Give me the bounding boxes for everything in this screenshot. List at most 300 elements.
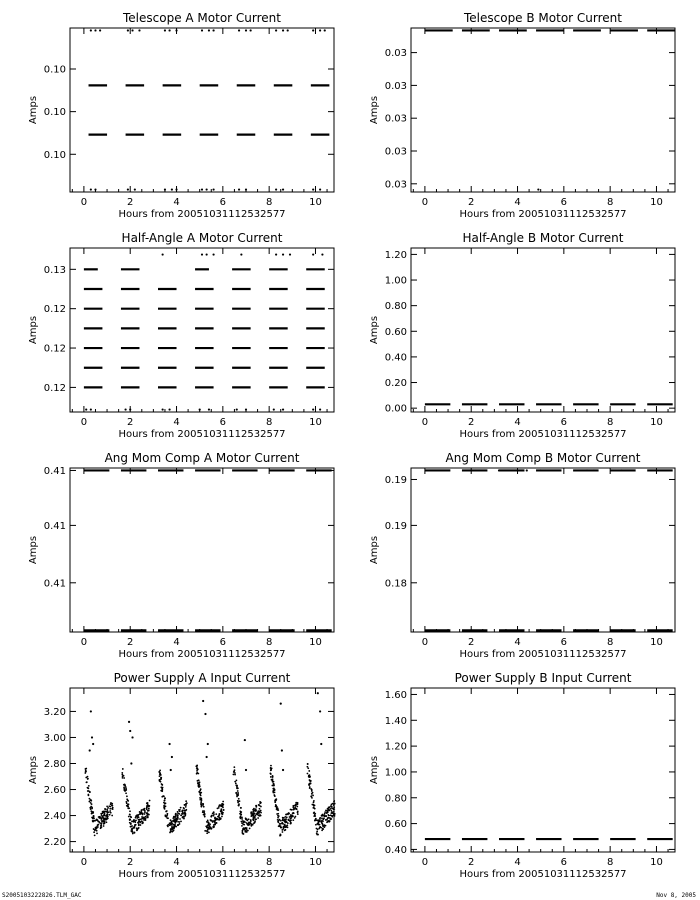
data-point [258, 804, 260, 806]
x-axis-label: Hours from 20051031112532577 [459, 209, 627, 220]
data-point [200, 795, 202, 797]
data-point [240, 253, 242, 255]
data-point [235, 783, 237, 785]
data-point [213, 826, 215, 828]
chart-panel-7 [28, 671, 336, 880]
data-point [243, 824, 245, 826]
data-point [537, 188, 539, 190]
data-point [313, 801, 315, 803]
data-point [212, 29, 214, 31]
x-tick-label: 10 [309, 197, 322, 208]
data-point [136, 814, 138, 816]
data-point [87, 794, 89, 796]
data-point [183, 808, 185, 810]
data-point [178, 809, 180, 811]
x-tick-label: 6 [219, 637, 227, 648]
data-point [242, 833, 244, 835]
data-point [180, 820, 182, 822]
data-point [332, 812, 334, 814]
data-point [314, 808, 316, 810]
series-outliers-low [85, 408, 321, 410]
data-point [201, 188, 203, 190]
x-tick-label: 8 [606, 637, 614, 648]
chart-panel-2 [369, 11, 675, 220]
data-point [208, 408, 210, 410]
y-tick-label: 3.00 [43, 732, 66, 744]
data-point [312, 408, 314, 410]
data-point [87, 787, 89, 789]
data-point [327, 808, 329, 810]
data-point [158, 771, 160, 773]
data-point [327, 821, 329, 823]
data-point [276, 809, 278, 811]
data-point [91, 803, 93, 805]
y-tick-label: 0.03 [384, 48, 407, 60]
data-point [144, 808, 146, 810]
series-outliers-low [537, 188, 539, 190]
data-point [112, 808, 114, 810]
data-point [275, 253, 277, 255]
data-point [255, 810, 257, 812]
data-point [280, 827, 282, 829]
data-point [161, 790, 163, 792]
y-tick-label: 0.40 [384, 352, 407, 364]
data-point [297, 802, 299, 804]
data-point [135, 819, 137, 821]
data-point [221, 816, 223, 818]
series-outliers-high [162, 253, 324, 255]
data-point [138, 821, 140, 823]
data-point [220, 809, 222, 811]
data-point [146, 812, 148, 814]
x-tick-label: 8 [606, 417, 614, 428]
data-point [236, 780, 238, 782]
data-point [240, 817, 242, 819]
data-point [143, 817, 145, 819]
data-point [249, 828, 251, 830]
x-tick-label: 10 [309, 417, 322, 428]
data-point [277, 817, 279, 819]
data-point [250, 825, 252, 827]
data-point [139, 819, 141, 821]
data-point [222, 813, 224, 815]
data-point [236, 787, 238, 789]
data-point [526, 469, 528, 471]
data-point [254, 819, 256, 821]
data-point [109, 814, 111, 816]
data-point [106, 812, 108, 814]
x-tick-label: 2 [127, 197, 134, 208]
data-point [201, 799, 203, 801]
data-point [140, 821, 142, 823]
data-point [284, 822, 286, 824]
data-point [316, 831, 318, 833]
y-axis-label: Amps [369, 95, 380, 125]
data-point [121, 774, 123, 776]
data-point [127, 29, 129, 31]
data-point [162, 253, 164, 255]
data-point [90, 800, 92, 802]
data-point [159, 780, 161, 782]
data-point [309, 786, 311, 788]
data-point [294, 808, 296, 810]
data-point [91, 807, 93, 809]
data-point [145, 818, 147, 820]
data-point [164, 29, 166, 31]
footer-filename: S2005103222826.TLM_GAC [2, 892, 82, 899]
data-point [162, 408, 164, 410]
y-tick-label: 0.12 [43, 343, 66, 355]
x-tick-label: 6 [560, 637, 568, 648]
data-point [181, 813, 183, 815]
data-point [164, 188, 166, 190]
data-point [282, 817, 284, 819]
data-point [327, 817, 329, 819]
data-point [319, 710, 321, 712]
y-tick-label: 2.40 [43, 811, 66, 823]
data-point [89, 791, 91, 793]
data-point [297, 812, 299, 814]
y-tick-label: 0.00 [384, 403, 407, 415]
y-axis-label: Amps [369, 535, 380, 565]
data-point [315, 818, 317, 820]
data-point [198, 783, 200, 785]
data-point [212, 253, 214, 255]
y-tick-label: 0.03 [384, 80, 407, 92]
data-point [257, 817, 259, 819]
data-point [315, 824, 317, 826]
data-point [282, 253, 284, 255]
data-point [171, 831, 173, 833]
x-tick-label: 8 [606, 197, 614, 208]
data-point [237, 794, 239, 796]
data-point [272, 784, 274, 786]
y-tick-label: 0.18 [384, 578, 407, 590]
data-point [287, 29, 289, 31]
data-point [310, 782, 312, 784]
x-tick-label: 2 [468, 197, 475, 208]
data-point [206, 188, 208, 190]
data-point [233, 766, 235, 768]
data-point [111, 805, 113, 807]
x-axis-label: Hours from 20051031112532577 [118, 429, 286, 440]
data-point [86, 781, 88, 783]
data-point [95, 826, 97, 828]
data-point [97, 821, 99, 823]
data-point [278, 821, 280, 823]
y-axis-label: Amps [369, 755, 380, 785]
y-tick-label: 0.60 [384, 819, 407, 831]
series-dash-levels [84, 289, 325, 387]
data-point [326, 811, 328, 813]
data-point [111, 815, 113, 817]
data-point [169, 822, 171, 824]
data-point [104, 813, 106, 815]
data-point [203, 810, 205, 812]
data-point [220, 805, 222, 807]
data-point [164, 800, 166, 802]
data-point [271, 779, 273, 781]
x-tick-label: 4 [173, 417, 180, 428]
data-point [312, 795, 314, 797]
data-point [185, 809, 187, 811]
data-point [131, 829, 133, 831]
data-point [127, 804, 129, 806]
data-point [133, 827, 135, 829]
data-point [125, 792, 127, 794]
data-point [323, 817, 325, 819]
y-tick-label: 0.19 [384, 474, 407, 486]
y-axis-label: Amps [28, 535, 39, 565]
y-tick-label: 0.41 [43, 520, 66, 532]
data-point [206, 756, 208, 758]
data-point [206, 827, 208, 829]
x-tick-label: 2 [468, 417, 475, 428]
data-point [333, 814, 335, 816]
data-point [104, 810, 106, 812]
data-point [213, 811, 215, 813]
footer-date: Nov 8, 2005 [656, 892, 696, 899]
data-point [127, 188, 129, 190]
data-point [273, 408, 275, 410]
data-point [204, 816, 206, 818]
data-point [141, 818, 143, 820]
data-point [105, 818, 107, 820]
data-point [238, 805, 240, 807]
data-point [217, 808, 219, 810]
chart-title: Ang Mom Comp B Motor Current [445, 451, 641, 465]
y-tick-label: 1.60 [384, 689, 407, 701]
y-tick-label: 0.80 [384, 301, 407, 313]
data-point [232, 774, 234, 776]
data-point [142, 821, 144, 823]
data-point [168, 408, 170, 410]
data-point [125, 789, 127, 791]
y-tick-label: 0.03 [384, 146, 407, 158]
data-point [127, 800, 129, 802]
data-point [253, 810, 255, 812]
data-point [245, 769, 247, 771]
y-axis-label: Amps [28, 755, 39, 785]
data-point [241, 818, 243, 820]
data-point [327, 814, 329, 816]
data-point [290, 822, 292, 824]
data-point [168, 29, 170, 31]
data-point [106, 808, 108, 810]
x-tick-label: 2 [127, 637, 134, 648]
data-point [104, 821, 106, 823]
data-point [275, 805, 277, 807]
data-point [92, 743, 94, 745]
plot-frame [70, 468, 334, 632]
data-point [286, 813, 288, 815]
data-point [317, 692, 319, 694]
x-tick-label: 10 [650, 857, 663, 868]
x-tick-label: 4 [514, 417, 521, 428]
x-tick-label: 4 [173, 197, 180, 208]
data-point [207, 825, 209, 827]
data-point [140, 824, 142, 826]
data-point [317, 819, 319, 821]
x-tick-label: 0 [80, 857, 88, 868]
data-point [331, 803, 333, 805]
data-point [313, 811, 315, 813]
data-point [177, 811, 179, 813]
x-tick-label: 10 [309, 637, 322, 648]
data-point [319, 29, 321, 31]
data-point [208, 826, 210, 828]
data-point [122, 775, 124, 777]
data-point [134, 832, 136, 834]
x-tick-label: 2 [468, 857, 475, 868]
data-point [236, 785, 238, 787]
data-point [248, 823, 250, 825]
data-point [127, 806, 129, 808]
data-point [128, 816, 130, 818]
data-point [128, 807, 130, 809]
data-point [133, 819, 135, 821]
data-point [134, 188, 136, 190]
data-point [171, 824, 173, 826]
data-point [172, 827, 174, 829]
data-point [317, 834, 319, 836]
data-point [258, 812, 260, 814]
data-point [213, 815, 215, 817]
data-point [165, 815, 167, 817]
y-axis-label: Amps [28, 95, 39, 125]
y-tick-label: 1.00 [384, 767, 407, 779]
x-axis-label: Hours from 20051031112532577 [118, 649, 286, 660]
data-point [183, 810, 185, 812]
data-point [241, 816, 243, 818]
chart-title: Half-Angle B Motor Current [462, 231, 624, 245]
data-point [147, 816, 149, 818]
y-tick-label: 0.20 [384, 378, 407, 390]
data-point [330, 818, 332, 820]
data-point [333, 811, 335, 813]
data-point [292, 806, 294, 808]
data-point [207, 743, 209, 745]
data-point [90, 188, 92, 190]
data-point [234, 772, 236, 774]
data-point [111, 803, 113, 805]
data-point [149, 800, 151, 802]
data-point [99, 29, 101, 31]
chart-title: Telescope A Motor Current [123, 11, 281, 25]
data-point [246, 820, 248, 822]
data-point [272, 775, 274, 777]
chart-title: Telescope B Motor Current [463, 11, 623, 25]
y-tick-label: 0.12 [43, 304, 66, 316]
data-point [241, 825, 243, 827]
data-point [280, 703, 282, 705]
data-point [324, 813, 326, 815]
y-tick-label: 0.41 [43, 465, 66, 477]
data-point [296, 806, 298, 808]
data-point [247, 830, 249, 832]
data-point [313, 806, 315, 808]
data-point [294, 817, 296, 819]
data-point [312, 29, 314, 31]
data-point [270, 776, 272, 778]
data-point [102, 812, 104, 814]
x-axis-label: Hours from 20051031112532577 [118, 869, 286, 880]
data-point [196, 773, 198, 775]
data-point [206, 253, 208, 255]
y-tick-label: 0.10 [43, 149, 66, 161]
data-point [165, 802, 167, 804]
data-point [177, 817, 179, 819]
data-point [167, 817, 169, 819]
data-point [218, 813, 220, 815]
y-tick-label: 2.80 [43, 758, 66, 770]
y-tick-label: 2.60 [43, 785, 66, 797]
data-point [273, 781, 275, 783]
chart-panel-1 [28, 11, 334, 220]
data-point [284, 816, 286, 818]
data-point [319, 408, 321, 410]
data-point [88, 785, 90, 787]
data-point [135, 817, 137, 819]
y-tick-label: 0.19 [384, 520, 407, 532]
data-point [175, 29, 177, 31]
data-point [245, 408, 247, 410]
data-point [148, 808, 150, 810]
data-point [129, 810, 131, 812]
data-point [184, 811, 186, 813]
data-point [255, 805, 257, 807]
x-tick-label: 2 [468, 637, 475, 648]
data-point [94, 188, 96, 190]
data-point [259, 814, 261, 816]
data-point [89, 798, 91, 800]
data-point [215, 813, 217, 815]
data-point [239, 810, 241, 812]
data-point [282, 408, 284, 410]
data-point [288, 819, 290, 821]
data-point [321, 822, 323, 824]
data-point [209, 823, 211, 825]
data-point [124, 785, 126, 787]
data-point [169, 824, 171, 826]
data-point [256, 813, 258, 815]
data-point [324, 29, 326, 31]
data-point [254, 822, 256, 824]
data-point [136, 817, 138, 819]
chart-panel-8 [369, 671, 675, 880]
data-point [270, 767, 272, 769]
data-point [219, 804, 221, 806]
data-point [123, 777, 125, 779]
data-point [238, 29, 240, 31]
data-point [129, 813, 131, 815]
data-point [89, 749, 91, 751]
data-point [586, 469, 588, 471]
data-point [199, 408, 201, 410]
data-point [96, 833, 98, 835]
data-point [307, 763, 309, 765]
data-point [160, 778, 162, 780]
data-point [94, 29, 96, 31]
data-point [126, 795, 128, 797]
x-axis-label: Hours from 20051031112532577 [459, 429, 627, 440]
data-point [287, 822, 289, 824]
data-point [95, 819, 97, 821]
data-point [311, 789, 313, 791]
data-point [126, 798, 128, 800]
data-point [202, 700, 204, 702]
x-tick-label: 0 [80, 637, 88, 648]
